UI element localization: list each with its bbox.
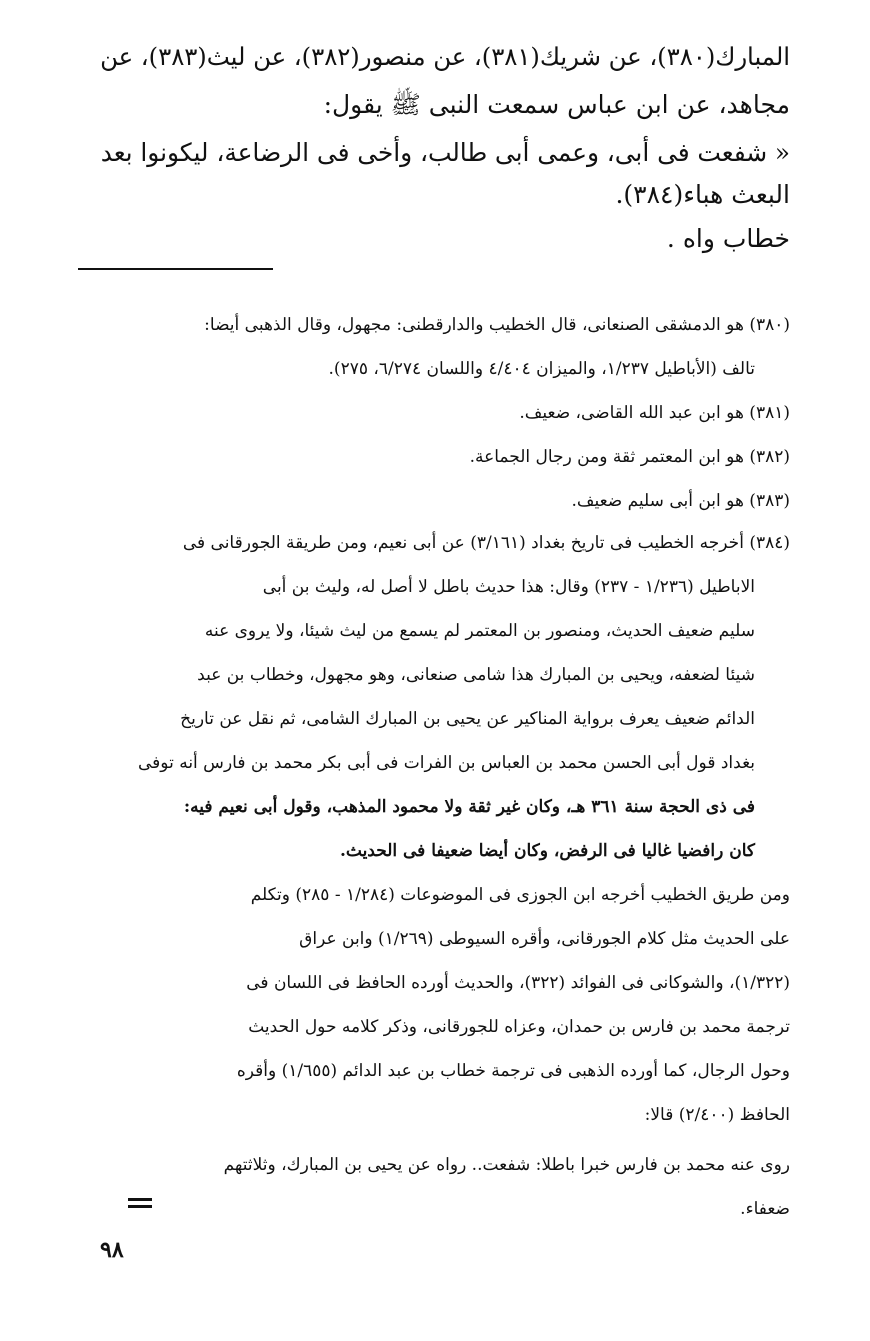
footnote-384-line-5: الدائم ضعيف يعرف برواية المناكير عن يحيى بن المبارك الشامى، ثم نقل عن تاريخ	[180, 709, 755, 729]
page-number: ٩٨	[100, 1237, 124, 1263]
footnote-380-line-1: (٣٨٠) هو الدمشقى الصنعانى، قال الخطيب والدارقطنى: مجهول، وقال الذهبى أيضا:	[204, 315, 790, 335]
footnote-384-line-8: كان رافضيا غاليا فى الرفض، وكان أيضا ضعيفا فى الحديث.	[339, 841, 755, 861]
footnote-380-line-2: تالف (الأباطيل ١/٢٣٧، والميزان ٤/٤٠٤ واللسان ٦/٢٧٤، ٢٧٥).	[328, 359, 755, 379]
footnote-383: (٣٨٣) هو ابن أبى سليم ضعيف.	[571, 491, 790, 511]
main-line-3: « شفعت فى أبى، وعمى أبى طالب، وأخى فى الرضاعة، ليكونوا بعد	[100, 138, 790, 167]
footnote-384-line-3: سليم ضعيف الحديث، ومنصور بن المعتمر لم يسمع من ليث شيئا، ولا يروى عنه	[204, 621, 755, 641]
footnote-384-line-11: (١/٣٢٢)، والشوكانى فى الفوائد (٣٢٢)، والحديث أورده الحافظ فى اللسان فى	[246, 973, 790, 993]
footnote-384-line-14: الحافظ (٢/٤٠٠) قالا:	[644, 1105, 790, 1125]
main-line-2: مجاهد، عن ابن عباس سمعت النبى ﷺ يقول:	[323, 90, 790, 119]
footnote-382: (٣٨٢) هو ابن المعتمر ثقة ومن رجال الجماعة.	[469, 447, 790, 467]
footnote-384-line-10: على الحديث مثل كلام الجورقانى، وأقره السيوطى (١/٢٦٩) وابن عراق	[299, 929, 790, 949]
footnote-384-line-2: الاباطيل (١/٢٣٦ - ٢٣٧) وقال: هذا حديث باطل لا أصل له، وليث بن أبى	[262, 577, 755, 597]
footnote-384-line-13: وحول الرجال، كما أورده الذهبى فى ترجمة خطاب بن عبد الدائم (١/٦٥٥) وأقره	[236, 1061, 790, 1081]
footnote-384-line-16: ضعفاء.	[740, 1199, 790, 1219]
footnote-384-line-12: ترجمة محمد بن فارس بن حمدان، وعزاه للجورقانى، وذكر كلامه حول الحديث	[248, 1017, 790, 1037]
footnote-381: (٣٨١) هو ابن عبد الله القاضى، ضعيف.	[519, 403, 790, 423]
main-line-4: البعث هباء(٣٨٤).	[615, 180, 790, 209]
footnote-384-line-7: فى ذى الحجة سنة ٣٦١ هـ، وكان غير ثقة ولا محمود المذهب، وقول أبى نعيم فيه:	[183, 797, 755, 817]
main-line-1: المبارك(٣٨٠)، عن شريك(٣٨١)، عن منصور(٣٨٢)، عن ليث(٣٨٣)، عن	[100, 42, 790, 71]
footnote-divider	[78, 268, 273, 270]
footnote-384-line-6: بغداد قول أبى الحسن محمد بن العباس بن الفرات فى أبى بكر محمد بن فارس أنه توفى	[138, 753, 755, 773]
end-mark-icon	[128, 1198, 152, 1208]
footnote-384-line-1: (٣٨٤) أخرجه الخطيب فى تاريخ بغداد (٣/١٦١) عن أبى نعيم، ومن طريقة الجورقانى فى	[182, 533, 790, 553]
footnote-384-line-15: روى عنه محمد بن فارس خبرا باطلا: شفعت.. رواه عن يحيى بن المبارك، وثلاثتهم	[223, 1155, 790, 1175]
footnote-384-line-9: ومن طريق الخطيب أخرجه ابن الجوزى فى الموضوعات (١/٢٨٤ - ٢٨٥) وتكلم	[250, 885, 790, 905]
footnote-384-line-4: شيئا لضعفه، ويحيى بن المبارك هذا شامى صنعانى، وهو مجهول، وخطاب بن عبد	[197, 665, 755, 685]
main-line-5: خطاب واه .	[666, 224, 790, 253]
